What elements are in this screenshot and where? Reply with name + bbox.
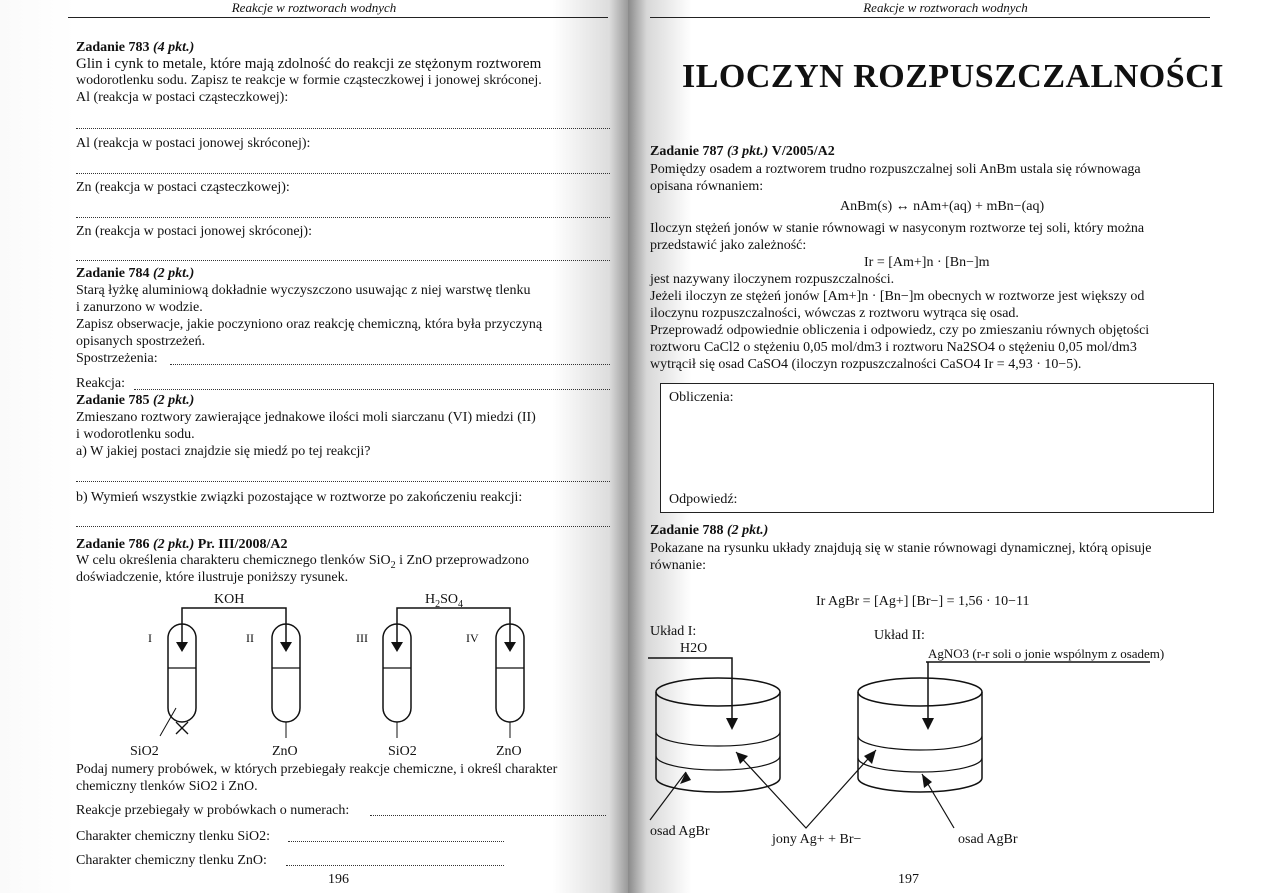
- arrow-down-icon: [726, 718, 738, 730]
- task-784-text-3: Zapisz obserwacje, jakie poczyniono oraz reakcję chemiczną, która była przyczyną: [76, 317, 543, 332]
- task-786-answer-3-label: Charakter chemiczny tlenku ZnO:: [76, 853, 267, 868]
- task-787-text-3: Iloczyn stężeń jonów w stanie równowagi w nasyconym roztworze tej soli, który można: [650, 221, 1145, 236]
- answer-line[interactable]: [134, 389, 610, 390]
- answer-line[interactable]: [76, 260, 610, 261]
- task-787-source: V/2005/A2: [771, 144, 835, 159]
- task-786-text-1a: W celu określenia charakteru chemicznego tlenków SiO: [76, 553, 391, 568]
- answer-line[interactable]: [76, 217, 610, 218]
- task-785-heading: [76, 393, 194, 409]
- task-787-text-2: opisana równaniem:: [650, 179, 764, 194]
- task-787-text-8: Przeprowadź odpowiednie obliczenia i odpowiedz, czy po zmieszaniu równych objętości: [650, 323, 1150, 338]
- task-786-text-1b: i ZnO przeprowadzono: [395, 553, 529, 568]
- task-786-question-1: Podaj numery probówek, w których przebiegały reakcje chemiczne, i określ charakter: [76, 762, 558, 777]
- reagent-h2so4: [425, 592, 463, 613]
- task-787-text-4: przedstawić jako zależność:: [650, 238, 807, 253]
- beaker-1: [656, 678, 780, 792]
- tube-label-4: IV: [466, 631, 479, 645]
- substance-label-3: SiO2: [388, 744, 417, 759]
- task-783-q2: Al (reakcja w postaci jonowej skróconej):: [76, 136, 311, 151]
- task-784-reaction-label: Reakcja:: [76, 376, 125, 391]
- task-788-text-1: Pokazane na rysunku układy znajdują się w stanie równowagi dynamicznej, którą opisuje: [650, 541, 1152, 556]
- tube-label-3: III: [356, 631, 368, 645]
- task-786-heading: [76, 537, 287, 553]
- equilibrium-diagram: [628, 640, 1263, 870]
- task-784-title: Zadanie 784: [76, 266, 150, 281]
- beaker-2: [858, 678, 982, 792]
- task-787-text-10: wytrącił się osad CaSO4 (iloczyn rozpuszczalności CaSO4 Ir = 4,93 · 10−5).: [650, 357, 1082, 372]
- tube-label-1: I: [148, 631, 152, 645]
- test-tube-2: [272, 624, 300, 738]
- section-title: ILOCZYN ROZPUSZCZALNOŚCI: [682, 58, 1224, 95]
- answer-line[interactable]: [370, 815, 606, 816]
- right-page-header: Reakcje w roztworach wodnych: [863, 0, 1028, 15]
- calculation-label: Obliczenia:: [669, 390, 734, 405]
- answer-line[interactable]: [76, 128, 610, 129]
- task-784-text-1: Starą łyżkę aluminiową dokładnie wyczyszczono usuwając z niej warstwę tlenku: [76, 283, 531, 298]
- task-786-source: Pr. III/2008/A2: [197, 537, 288, 552]
- reagent-h2so4-b: SO: [440, 592, 459, 607]
- task-788-text-2: równanie:: [650, 558, 706, 573]
- task-784-text-2: i zanurzono w wodzie.: [76, 300, 203, 315]
- answer-line[interactable]: [288, 841, 504, 842]
- task-783-heading: [76, 40, 194, 56]
- system-2-reagent: AgNO3 (r-r soli o jonie wspólnym z osadem): [928, 646, 1165, 661]
- task-783-text-1: Glin i cynk to metale, które mają zdolność do reakcji ze stężonym roztworem: [76, 56, 542, 72]
- task-784-text-4: opisanych spostrzeżeń.: [76, 334, 206, 349]
- task-785-text-2: i wodorotlenku sodu.: [76, 427, 195, 442]
- task-784-heading: [76, 266, 194, 282]
- right-header-rule: [650, 17, 1210, 18]
- task-786-title: Zadanie 786: [76, 537, 150, 552]
- task-787-points: (3 pkt.): [727, 144, 769, 159]
- reagent-koh: KOH: [214, 592, 245, 607]
- task-787-text-9: roztworu CaCl2 o stężeniu 0,05 mol/dm3 i roztworu Na2SO4 o stężeniu 0,05 mol/dm3: [650, 340, 1137, 355]
- task-783-q1: Al (reakcja w postaci cząsteczkowej):: [76, 90, 289, 105]
- left-page: [0, 0, 628, 893]
- left-header-rule: [68, 17, 608, 18]
- task-783-text-2: wodorotlenku sodu. Zapisz te reakcje w formie cząsteczkowej i jonowej skróconej.: [76, 73, 542, 88]
- task-786-text-1-sub: 2: [390, 559, 396, 571]
- task-787-text-7: iloczynu rozpuszczalności, wówczas z roztworu wytrąca się osad.: [650, 306, 1019, 321]
- answer-line[interactable]: [286, 865, 504, 866]
- reagent-h2so4-sub1: 2: [435, 598, 441, 610]
- task-786-points: (2 pkt.): [153, 537, 195, 552]
- system-1-reagent: H2O: [680, 641, 708, 656]
- system-1-label: Układ I:: [650, 624, 697, 639]
- task-783-title: Zadanie 783: [76, 40, 150, 55]
- answer-line[interactable]: [76, 526, 610, 527]
- cross-icon: [176, 722, 188, 734]
- task-788-title: Zadanie 788: [650, 523, 724, 538]
- left-page-header: Reakcje w roztworach wodnych: [231, 0, 397, 15]
- page-number-right: 197: [898, 872, 919, 887]
- koh-dispenser-line: [182, 608, 286, 628]
- substance-label-4: ZnO: [496, 744, 522, 759]
- test-tube-3: [383, 624, 411, 738]
- task-785-points: (2 pkt.): [153, 393, 195, 408]
- task-786-text-2: doświadczenie, które ilustruje poniższy rysunek.: [76, 570, 349, 585]
- h2o-inflow-line: [648, 658, 732, 724]
- system-2-label: Układ II:: [874, 628, 925, 643]
- reagent-h2so4-sub2: 4: [458, 598, 464, 610]
- answer-line[interactable]: [76, 173, 610, 174]
- task-788-heading: [650, 523, 768, 539]
- arrow-down-icon: [922, 718, 934, 730]
- calculation-box[interactable]: [660, 383, 1214, 513]
- task-783-q3: Zn (reakcja w postaci cząsteczkowej):: [76, 180, 290, 195]
- task-785-title: Zadanie 785: [76, 393, 150, 408]
- task-783-q4: Zn (reakcja w postaci jonowej skróconej):: [76, 224, 312, 239]
- answer-label: Odpowiedź:: [669, 492, 738, 507]
- page-number-left: 196: [328, 872, 349, 887]
- reagent-h2so4-a: H: [425, 592, 436, 607]
- answer-line[interactable]: [76, 481, 610, 482]
- substance-label-2: ZnO: [272, 744, 298, 759]
- task-785-qa: a) W jakiej postaci znajdzie się miedź po tej reakcji?: [76, 444, 371, 459]
- task-784-observations-label: Spostrzeżenia:: [76, 351, 158, 366]
- task-788-points: (2 pkt.): [727, 523, 769, 538]
- arrow-icon: [922, 774, 932, 788]
- right-page: [628, 0, 1263, 893]
- task-786-question-2: chemiczny tlenków SiO2 i ZnO.: [76, 779, 258, 794]
- task-785-qb: b) Wymień wszystkie związki pozostające w roztworze po zakończeniu reakcji:: [76, 490, 523, 505]
- task-787-formula: Ir = [Am+]n · [Bn−]m: [864, 255, 990, 270]
- substance-label-1: SiO2: [130, 744, 159, 759]
- answer-line[interactable]: [170, 364, 610, 365]
- test-tube-4: [496, 624, 524, 738]
- test-tube-diagram: [0, 588, 628, 768]
- task-785-text-1: Zmieszano roztwory zawierające jednakowe ilości moli siarczanu (VI) miedzi (II): [76, 410, 536, 425]
- test-tube-1: [160, 624, 196, 736]
- pointer-line: [650, 772, 686, 820]
- task-783-points: (4 pkt.): [153, 40, 195, 55]
- task-787-text-6: Jeżeli iloczyn ze stężeń jonów [Am+]n · [Bn−]m obecnych w roztworze jest większy od: [650, 289, 1145, 304]
- task-787-title: Zadanie 787: [650, 144, 724, 159]
- task-787-heading: [650, 144, 835, 160]
- task-786-answer-2-label: Charakter chemiczny tlenku SiO2:: [76, 829, 270, 844]
- label-precipitate-2: osad AgBr: [958, 832, 1018, 847]
- task-786-answer-1-label: Reakcje przebiegały w probówkach o numerach:: [76, 803, 350, 818]
- task-788-equation: Ir AgBr = [Ag+] [Br−] = 1,56 · 10−11: [816, 594, 1030, 609]
- task-787-text-5: jest nazywany iloczynem rozpuszczalności.: [650, 272, 895, 287]
- tube-label-2: II: [246, 631, 254, 645]
- label-precipitate-1: osad AgBr: [650, 824, 710, 839]
- task-784-points: (2 pkt.): [153, 266, 195, 281]
- label-ions: jony Ag+ + Br−: [772, 832, 862, 847]
- task-787-equation: AnBm(s) ↔ nAm+(aq) + mBn−(aq): [840, 199, 1045, 214]
- task-787-text-1: Pomiędzy osadem a roztworem trudno rozpuszczalnej soli AnBm ustala się równowaga: [650, 162, 1141, 177]
